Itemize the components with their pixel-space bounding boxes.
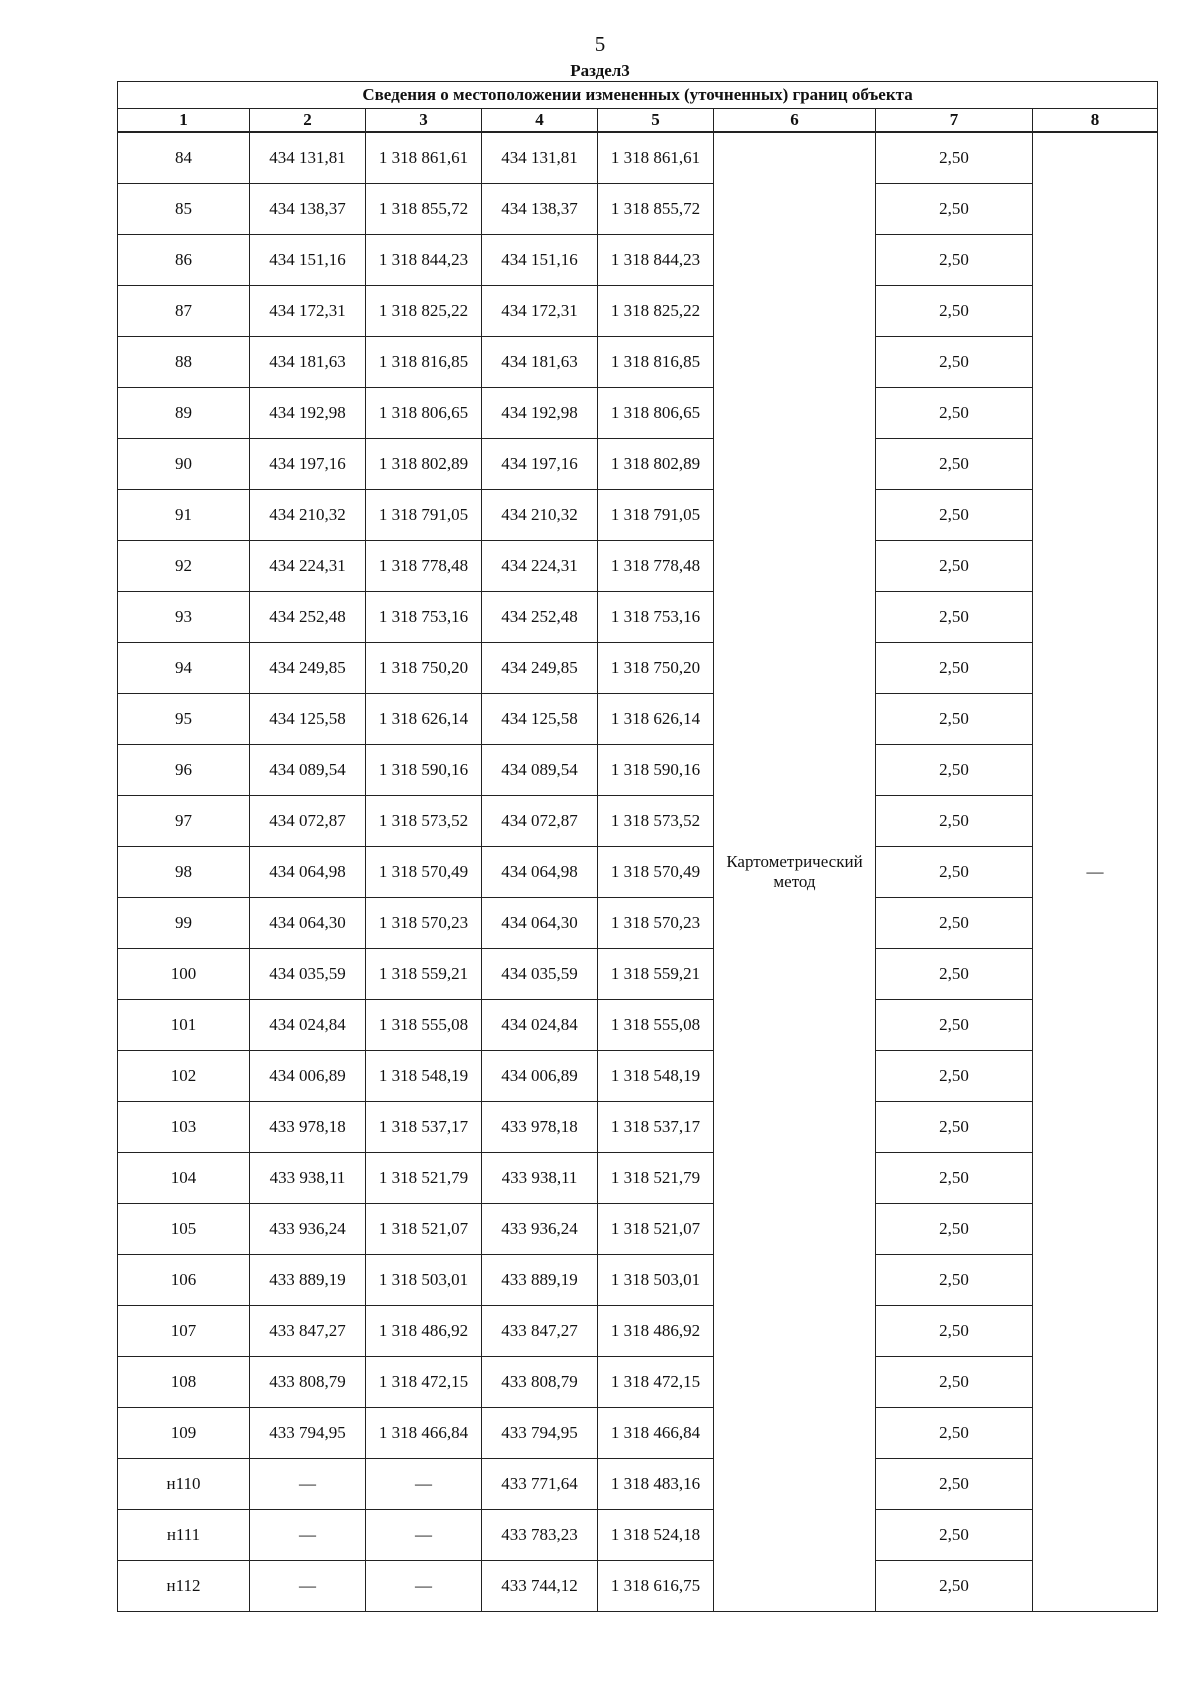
x-refined-cell: 434 072,87 — [482, 796, 598, 847]
y-refined-cell: 1 318 555,08 — [598, 1000, 714, 1051]
table-row — [118, 1408, 1158, 1459]
y-existing-cell: 1 318 555,08 — [366, 1000, 482, 1051]
y-existing-cell: — — [366, 1510, 482, 1561]
precision-cell: 2,50 — [876, 337, 1033, 388]
precision-cell: 2,50 — [876, 541, 1033, 592]
y-refined-cell: 1 318 778,48 — [598, 541, 714, 592]
point-number-cell: 93 — [118, 592, 250, 643]
precision-cell: 2,50 — [876, 847, 1033, 898]
point-number-cell: 107 — [118, 1306, 250, 1357]
point-number-cell: 103 — [118, 1102, 250, 1153]
x-existing-cell: — — [250, 1459, 366, 1510]
y-refined-cell: 1 318 806,65 — [598, 388, 714, 439]
x-refined-cell: 434 224,31 — [482, 541, 598, 592]
y-existing-cell: 1 318 855,72 — [366, 184, 482, 235]
column-number-8: 8 — [1033, 109, 1158, 133]
precision-cell: 2,50 — [876, 592, 1033, 643]
x-refined-cell: 434 252,48 — [482, 592, 598, 643]
column-number-5: 5 — [598, 109, 714, 133]
x-refined-cell: 434 210,32 — [482, 490, 598, 541]
y-refined-cell: 1 318 861,61 — [598, 132, 714, 184]
x-refined-cell: 434 197,16 — [482, 439, 598, 490]
table-row — [118, 1561, 1158, 1612]
method-cell: Картометрический метод — [714, 132, 876, 1612]
table-row — [118, 1459, 1158, 1510]
column-number-2: 2 — [250, 109, 366, 133]
point-number-cell: 101 — [118, 1000, 250, 1051]
x-existing-cell: 434 089,54 — [250, 745, 366, 796]
section-label: Раздел3 — [570, 61, 630, 80]
y-refined-cell: 1 318 616,75 — [598, 1561, 714, 1612]
y-existing-cell: 1 318 844,23 — [366, 235, 482, 286]
x-refined-cell: 434 125,58 — [482, 694, 598, 745]
precision-cell: 2,50 — [876, 286, 1033, 337]
column-number-4: 4 — [482, 109, 598, 133]
y-refined-cell: 1 318 483,16 — [598, 1459, 714, 1510]
y-refined-cell: 1 318 559,21 — [598, 949, 714, 1000]
table-row — [118, 439, 1158, 490]
x-existing-cell: 434 125,58 — [250, 694, 366, 745]
y-refined-cell: 1 318 626,14 — [598, 694, 714, 745]
x-existing-cell: 433 794,95 — [250, 1408, 366, 1459]
y-refined-cell: 1 318 753,16 — [598, 592, 714, 643]
x-refined-cell: 434 024,84 — [482, 1000, 598, 1051]
precision-cell: 2,50 — [876, 1255, 1033, 1306]
y-existing-cell: — — [366, 1459, 482, 1510]
table-row — [118, 235, 1158, 286]
x-refined-cell: 434 089,54 — [482, 745, 598, 796]
x-existing-cell: 433 889,19 — [250, 1255, 366, 1306]
table-row — [118, 1102, 1158, 1153]
point-number-cell: 85 — [118, 184, 250, 235]
x-refined-cell: 433 744,12 — [482, 1561, 598, 1612]
point-number-cell: 99 — [118, 898, 250, 949]
x-existing-cell: 434 064,30 — [250, 898, 366, 949]
y-refined-cell: 1 318 521,79 — [598, 1153, 714, 1204]
table-row — [118, 949, 1158, 1000]
x-existing-cell: 434 072,87 — [250, 796, 366, 847]
y-refined-cell: 1 318 472,15 — [598, 1357, 714, 1408]
x-refined-cell: 434 064,98 — [482, 847, 598, 898]
x-existing-cell: 434 252,48 — [250, 592, 366, 643]
precision-cell: 2,50 — [876, 388, 1033, 439]
y-existing-cell: 1 318 750,20 — [366, 643, 482, 694]
point-number-cell: 95 — [118, 694, 250, 745]
x-existing-cell: 434 151,16 — [250, 235, 366, 286]
x-existing-cell: 434 131,81 — [250, 132, 366, 184]
column-number-3: 3 — [366, 109, 482, 133]
y-refined-cell: 1 318 521,07 — [598, 1204, 714, 1255]
table-row — [118, 132, 1158, 184]
table-row — [118, 694, 1158, 745]
x-refined-cell: 433 938,11 — [482, 1153, 598, 1204]
precision-cell: 2,50 — [876, 439, 1033, 490]
x-existing-cell: 434 172,31 — [250, 286, 366, 337]
precision-cell: 2,50 — [876, 1510, 1033, 1561]
y-refined-cell: 1 318 844,23 — [598, 235, 714, 286]
table-row — [118, 796, 1158, 847]
x-existing-cell: 433 936,24 — [250, 1204, 366, 1255]
y-refined-cell: 1 318 537,17 — [598, 1102, 714, 1153]
y-existing-cell: 1 318 573,52 — [366, 796, 482, 847]
precision-cell: 2,50 — [876, 643, 1033, 694]
x-refined-cell: 434 138,37 — [482, 184, 598, 235]
point-number-cell: 87 — [118, 286, 250, 337]
point-number-cell: 102 — [118, 1051, 250, 1102]
y-existing-cell: 1 318 778,48 — [366, 541, 482, 592]
y-refined-cell: 1 318 466,84 — [598, 1408, 714, 1459]
point-number-cell: 97 — [118, 796, 250, 847]
x-refined-cell: 434 064,30 — [482, 898, 598, 949]
x-refined-cell: 433 889,19 — [482, 1255, 598, 1306]
table-row — [118, 541, 1158, 592]
y-existing-cell: 1 318 816,85 — [366, 337, 482, 388]
column-number-row — [118, 109, 1158, 133]
point-number-cell: 92 — [118, 541, 250, 592]
y-existing-cell: 1 318 521,07 — [366, 1204, 482, 1255]
precision-cell: 2,50 — [876, 184, 1033, 235]
table-row — [118, 643, 1158, 694]
x-refined-cell: 434 151,16 — [482, 235, 598, 286]
x-refined-cell: 434 035,59 — [482, 949, 598, 1000]
x-existing-cell: — — [250, 1510, 366, 1561]
x-refined-cell: 433 771,64 — [482, 1459, 598, 1510]
precision-cell: 2,50 — [876, 1204, 1033, 1255]
x-existing-cell: 434 064,98 — [250, 847, 366, 898]
x-refined-cell: 434 181,63 — [482, 337, 598, 388]
y-refined-cell: 1 318 816,85 — [598, 337, 714, 388]
y-refined-cell: 1 318 750,20 — [598, 643, 714, 694]
table-row — [118, 898, 1158, 949]
point-number-cell: 84 — [118, 132, 250, 184]
x-existing-cell: — — [250, 1561, 366, 1612]
x-existing-cell: 433 978,18 — [250, 1102, 366, 1153]
table-row — [118, 592, 1158, 643]
x-existing-cell: 433 938,11 — [250, 1153, 366, 1204]
x-existing-cell: 434 224,31 — [250, 541, 366, 592]
precision-cell: 2,50 — [876, 1102, 1033, 1153]
x-existing-cell: 434 192,98 — [250, 388, 366, 439]
point-number-cell: н111 — [118, 1510, 250, 1561]
point-number-cell: 89 — [118, 388, 250, 439]
y-existing-cell: 1 318 825,22 — [366, 286, 482, 337]
y-existing-cell: 1 318 559,21 — [366, 949, 482, 1000]
y-existing-cell: 1 318 486,92 — [366, 1306, 482, 1357]
table-row — [118, 1204, 1158, 1255]
x-existing-cell: 434 181,63 — [250, 337, 366, 388]
table-row — [118, 1051, 1158, 1102]
y-existing-cell: — — [366, 1561, 482, 1612]
point-number-cell: 104 — [118, 1153, 250, 1204]
y-refined-cell: 1 318 486,92 — [598, 1306, 714, 1357]
x-refined-cell: 434 131,81 — [482, 132, 598, 184]
precision-cell: 2,50 — [876, 1051, 1033, 1102]
precision-cell: 2,50 — [876, 490, 1033, 541]
point-number-cell: 106 — [118, 1255, 250, 1306]
x-refined-cell: 433 794,95 — [482, 1408, 598, 1459]
y-refined-cell: 1 318 503,01 — [598, 1255, 714, 1306]
precision-cell: 2,50 — [876, 1459, 1033, 1510]
x-existing-cell: 433 808,79 — [250, 1357, 366, 1408]
point-number-cell: 90 — [118, 439, 250, 490]
precision-cell: 2,50 — [876, 745, 1033, 796]
y-refined-cell: 1 318 548,19 — [598, 1051, 714, 1102]
table-title: Сведения о местоположении измененных (уточненных) границ объекта — [118, 82, 1158, 109]
page-number: 5 — [594, 32, 606, 56]
table-row — [118, 1510, 1158, 1561]
x-existing-cell: 434 197,16 — [250, 439, 366, 490]
table-title-row — [118, 82, 1158, 109]
precision-cell: 2,50 — [876, 1153, 1033, 1204]
precision-cell: 2,50 — [876, 1000, 1033, 1051]
y-existing-cell: 1 318 570,49 — [366, 847, 482, 898]
table-row — [118, 1000, 1158, 1051]
table-row — [118, 1153, 1158, 1204]
y-refined-cell: 1 318 802,89 — [598, 439, 714, 490]
table-row — [118, 1357, 1158, 1408]
y-refined-cell: 1 318 570,23 — [598, 898, 714, 949]
precision-cell: 2,50 — [876, 1561, 1033, 1612]
point-number-cell: н110 — [118, 1459, 250, 1510]
x-existing-cell: 434 210,32 — [250, 490, 366, 541]
y-refined-cell: 1 318 524,18 — [598, 1510, 714, 1561]
point-number-cell: н112 — [118, 1561, 250, 1612]
precision-cell: 2,50 — [876, 694, 1033, 745]
precision-cell: 2,50 — [876, 235, 1033, 286]
x-refined-cell: 434 249,85 — [482, 643, 598, 694]
y-refined-cell: 1 318 573,52 — [598, 796, 714, 847]
x-refined-cell: 433 978,18 — [482, 1102, 598, 1153]
point-number-cell: 88 — [118, 337, 250, 388]
x-refined-cell: 433 847,27 — [482, 1306, 598, 1357]
precision-cell: 2,50 — [876, 796, 1033, 847]
x-existing-cell: 433 847,27 — [250, 1306, 366, 1357]
x-refined-cell: 434 006,89 — [482, 1051, 598, 1102]
y-existing-cell: 1 318 861,61 — [366, 132, 482, 184]
column-number-1: 1 — [118, 109, 250, 133]
point-number-cell: 105 — [118, 1204, 250, 1255]
y-existing-cell: 1 318 537,17 — [366, 1102, 482, 1153]
column-number-6: 6 — [714, 109, 876, 133]
point-number-cell: 94 — [118, 643, 250, 694]
y-refined-cell: 1 318 855,72 — [598, 184, 714, 235]
table-row — [118, 1255, 1158, 1306]
table-row — [118, 847, 1158, 898]
x-existing-cell: 434 035,59 — [250, 949, 366, 1000]
y-existing-cell: 1 318 503,01 — [366, 1255, 482, 1306]
x-refined-cell: 434 172,31 — [482, 286, 598, 337]
point-number-cell: 100 — [118, 949, 250, 1000]
x-refined-cell: 434 192,98 — [482, 388, 598, 439]
y-existing-cell: 1 318 802,89 — [366, 439, 482, 490]
x-existing-cell: 434 006,89 — [250, 1051, 366, 1102]
y-existing-cell: 1 318 570,23 — [366, 898, 482, 949]
table-row — [118, 1306, 1158, 1357]
precision-cell: 2,50 — [876, 1408, 1033, 1459]
y-refined-cell: 1 318 570,49 — [598, 847, 714, 898]
precision-cell: 2,50 — [876, 1357, 1033, 1408]
precision-cell: 2,50 — [876, 1306, 1033, 1357]
table-row — [118, 388, 1158, 439]
y-refined-cell: 1 318 825,22 — [598, 286, 714, 337]
y-existing-cell: 1 318 753,16 — [366, 592, 482, 643]
y-existing-cell: 1 318 806,65 — [366, 388, 482, 439]
column8-cell: — — [1033, 132, 1158, 1612]
point-number-cell: 109 — [118, 1408, 250, 1459]
x-refined-cell: 433 936,24 — [482, 1204, 598, 1255]
y-existing-cell: 1 318 548,19 — [366, 1051, 482, 1102]
table-row — [118, 184, 1158, 235]
precision-cell: 2,50 — [876, 898, 1033, 949]
y-existing-cell: 1 318 466,84 — [366, 1408, 482, 1459]
point-number-cell: 91 — [118, 490, 250, 541]
y-existing-cell: 1 318 791,05 — [366, 490, 482, 541]
point-number-cell: 96 — [118, 745, 250, 796]
y-existing-cell: 1 318 590,16 — [366, 745, 482, 796]
precision-cell: 2,50 — [876, 132, 1033, 184]
boundary-coordinates-table — [117, 81, 1158, 1612]
y-refined-cell: 1 318 590,16 — [598, 745, 714, 796]
point-number-cell: 98 — [118, 847, 250, 898]
table-row — [118, 745, 1158, 796]
y-refined-cell: 1 318 791,05 — [598, 490, 714, 541]
y-existing-cell: 1 318 472,15 — [366, 1357, 482, 1408]
precision-cell: 2,50 — [876, 949, 1033, 1000]
table-row — [118, 337, 1158, 388]
point-number-cell: 108 — [118, 1357, 250, 1408]
x-refined-cell: 433 783,23 — [482, 1510, 598, 1561]
y-existing-cell: 1 318 521,79 — [366, 1153, 482, 1204]
point-number-cell: 86 — [118, 235, 250, 286]
x-existing-cell: 434 249,85 — [250, 643, 366, 694]
column-number-7: 7 — [876, 109, 1033, 133]
y-existing-cell: 1 318 626,14 — [366, 694, 482, 745]
x-refined-cell: 433 808,79 — [482, 1357, 598, 1408]
table-row — [118, 286, 1158, 337]
table-row — [118, 490, 1158, 541]
x-existing-cell: 434 138,37 — [250, 184, 366, 235]
x-existing-cell: 434 024,84 — [250, 1000, 366, 1051]
